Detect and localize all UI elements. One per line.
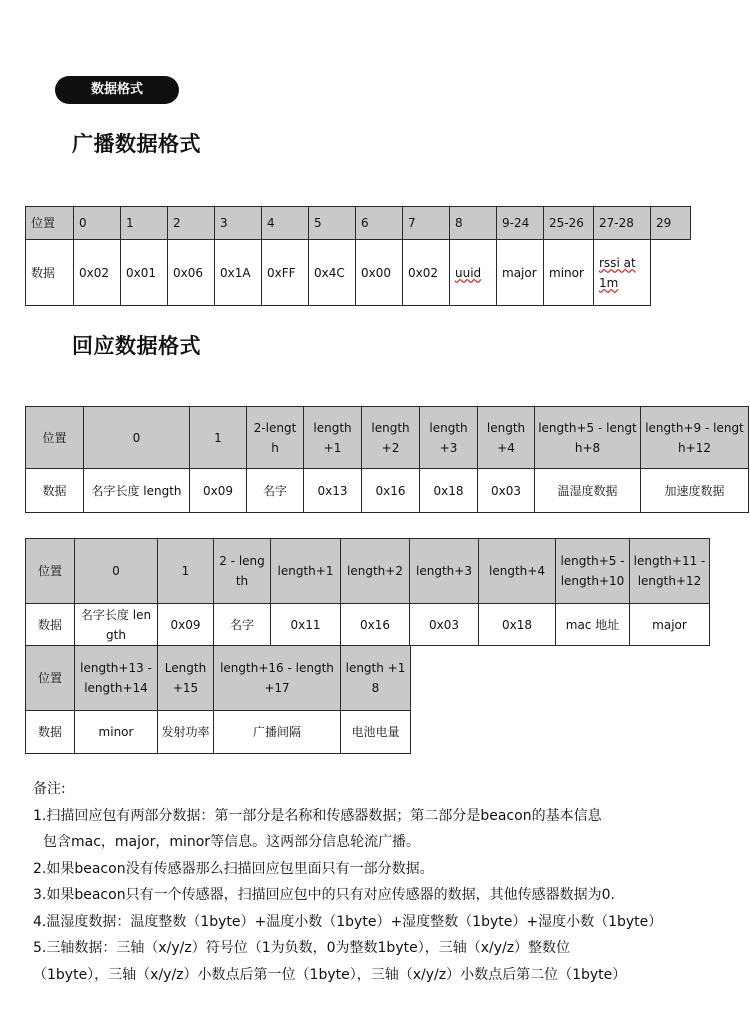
note-line: （1byte），三轴（x/y/z）小数点后第一位（1byte），三轴（x/y/z）小数点后第二位（1byte） bbox=[33, 966, 627, 983]
data-cell: 0x03 bbox=[478, 469, 535, 513]
data-cell: minor bbox=[75, 711, 158, 754]
header-cell: 7 bbox=[403, 207, 450, 240]
section-badge: 数据格式 bbox=[55, 76, 179, 104]
response-format-table-2 bbox=[25, 538, 710, 646]
data-cell: 0xFF bbox=[262, 240, 309, 306]
note-line: 1.扫描回应包有两部分数据：第一部分是名称和传感器数据；第二部分是beacon的基本信息 bbox=[33, 807, 602, 824]
data-cell: 数据 bbox=[26, 604, 75, 646]
note-line: 3.如果beacon只有一个传感器，扫描回应包中的只有对应传感器的数据，其他传感器数据为0. bbox=[33, 887, 615, 903]
note-line: 2.如果beacon没有传感器那么扫描回应包里面只有一部分数据。 bbox=[33, 860, 434, 877]
header-cell: length+4 bbox=[479, 539, 556, 604]
data-cell: 0x1A bbox=[215, 240, 262, 306]
data-cell bbox=[450, 240, 497, 306]
data-cell: 0x02 bbox=[74, 240, 121, 306]
header-cell: 1 bbox=[158, 539, 214, 604]
data-cell: 名字长度 length bbox=[84, 469, 190, 513]
data-cell: 0x00 bbox=[356, 240, 403, 306]
note-line: 5.三轴数据：三轴（x/y/z）符号位（1为负数，0为整数1byte），三轴（x/y/z）整数位 bbox=[33, 940, 571, 956]
table-data-row bbox=[26, 604, 710, 646]
note-line: 4.温湿度数据：温度整数（1byte）+温度小数（1byte）+湿度整数（1byte）+湿度小数（1byte） bbox=[33, 913, 663, 930]
table-data-row bbox=[26, 240, 691, 306]
data-cell: minor bbox=[544, 240, 594, 306]
response-format-table-1 bbox=[25, 406, 749, 513]
data-cell: 0x09 bbox=[158, 604, 214, 646]
data-cell: 数据 bbox=[26, 711, 75, 754]
header-cell: length+9 - length+12 bbox=[641, 407, 749, 469]
notes-title: 备注: bbox=[33, 781, 66, 797]
response-format-table-2-continued bbox=[25, 645, 411, 754]
data-cell: 数据 bbox=[26, 240, 74, 306]
data-cell: mac 地址 bbox=[556, 604, 630, 646]
header-cell: 25-26 bbox=[544, 207, 594, 240]
table-header-row bbox=[26, 539, 710, 604]
header-cell: length +2 bbox=[362, 407, 420, 469]
data-cell bbox=[594, 240, 651, 306]
data-cell: major bbox=[630, 604, 710, 646]
data-cell: 发射功率 bbox=[158, 711, 214, 754]
data-cell: 0x13 bbox=[304, 469, 362, 513]
header-cell: length+5 - length+8 bbox=[535, 407, 641, 469]
data-cell: major bbox=[497, 240, 544, 306]
data-cell: 0x03 bbox=[410, 604, 479, 646]
header-cell: Length +15 bbox=[158, 646, 214, 711]
data-cell: 0x18 bbox=[479, 604, 556, 646]
header-cell: 0 bbox=[75, 539, 158, 604]
table-data-row bbox=[26, 711, 411, 754]
header-cell: 0 bbox=[84, 407, 190, 469]
data-cell: 名字 bbox=[214, 604, 271, 646]
broadcast-format-title: 广播数据格式 bbox=[72, 132, 201, 156]
header-cell: length +18 bbox=[341, 646, 411, 711]
data-cell: 0x18 bbox=[420, 469, 478, 513]
response-format-title: 回应数据格式 bbox=[72, 334, 201, 358]
table-header-row bbox=[26, 646, 411, 711]
header-cell: length +4 bbox=[478, 407, 535, 469]
header-cell: 5 bbox=[309, 207, 356, 240]
data-cell: 电池电量 bbox=[341, 711, 411, 754]
data-cell: 0x16 bbox=[362, 469, 420, 513]
data-cell: 名字 bbox=[247, 469, 304, 513]
header-cell: length+11 - length+12 bbox=[630, 539, 710, 604]
header-cell: 29 bbox=[651, 207, 691, 240]
header-cell: 8 bbox=[450, 207, 497, 240]
header-cell: 0 bbox=[74, 207, 121, 240]
header-cell: length+5 - length+10 bbox=[556, 539, 630, 604]
header-cell: length+2 bbox=[341, 539, 410, 604]
data-cell: 数据 bbox=[26, 469, 84, 513]
header-cell: 9-24 bbox=[497, 207, 544, 240]
table-header-row bbox=[26, 407, 749, 469]
header-cell: length+3 bbox=[410, 539, 479, 604]
data-cell: 0x01 bbox=[121, 240, 168, 306]
note-line: 包含mac，major，minor等信息。这两部分信息轮流广播。 bbox=[43, 834, 421, 850]
rssi-text: rssi at 1m bbox=[599, 255, 636, 290]
notes-section bbox=[33, 776, 733, 988]
header-cell: 1 bbox=[121, 207, 168, 240]
data-cell: 0x4C bbox=[309, 240, 356, 306]
header-cell: length +1 bbox=[304, 407, 362, 469]
header-cell: 2 - length bbox=[214, 539, 271, 604]
header-cell: 27-28 bbox=[594, 207, 651, 240]
table-data-row bbox=[26, 469, 749, 513]
data-cell: 0x02 bbox=[403, 240, 450, 306]
header-cell: 2-length bbox=[247, 407, 304, 469]
data-cell: 0x16 bbox=[341, 604, 410, 646]
header-cell: 位置 bbox=[26, 539, 75, 604]
data-cell: 加速度数据 bbox=[641, 469, 749, 513]
header-cell: 位置 bbox=[26, 407, 84, 469]
header-cell: length +3 bbox=[420, 407, 478, 469]
header-cell: 6 bbox=[356, 207, 403, 240]
header-cell: 1 bbox=[190, 407, 247, 469]
header-cell: 位置 bbox=[26, 207, 74, 240]
data-cell: 温湿度数据 bbox=[535, 469, 641, 513]
header-cell: length+1 bbox=[271, 539, 341, 604]
header-cell: length+16 - length+17 bbox=[214, 646, 341, 711]
data-cell: 广播间隔 bbox=[214, 711, 341, 754]
header-cell: 2 bbox=[168, 207, 215, 240]
data-cell: 名字长度 length bbox=[75, 604, 158, 646]
header-cell: 位置 bbox=[26, 646, 75, 711]
uuid-text: uuid bbox=[455, 265, 482, 280]
header-cell: length+13 - length+14 bbox=[75, 646, 158, 711]
header-cell: 4 bbox=[262, 207, 309, 240]
data-cell: 0x09 bbox=[190, 469, 247, 513]
table-header-row bbox=[26, 207, 691, 240]
data-cell: 0x11 bbox=[271, 604, 341, 646]
broadcast-format-table bbox=[25, 206, 691, 306]
header-cell: 3 bbox=[215, 207, 262, 240]
data-cell: 0x06 bbox=[168, 240, 215, 306]
